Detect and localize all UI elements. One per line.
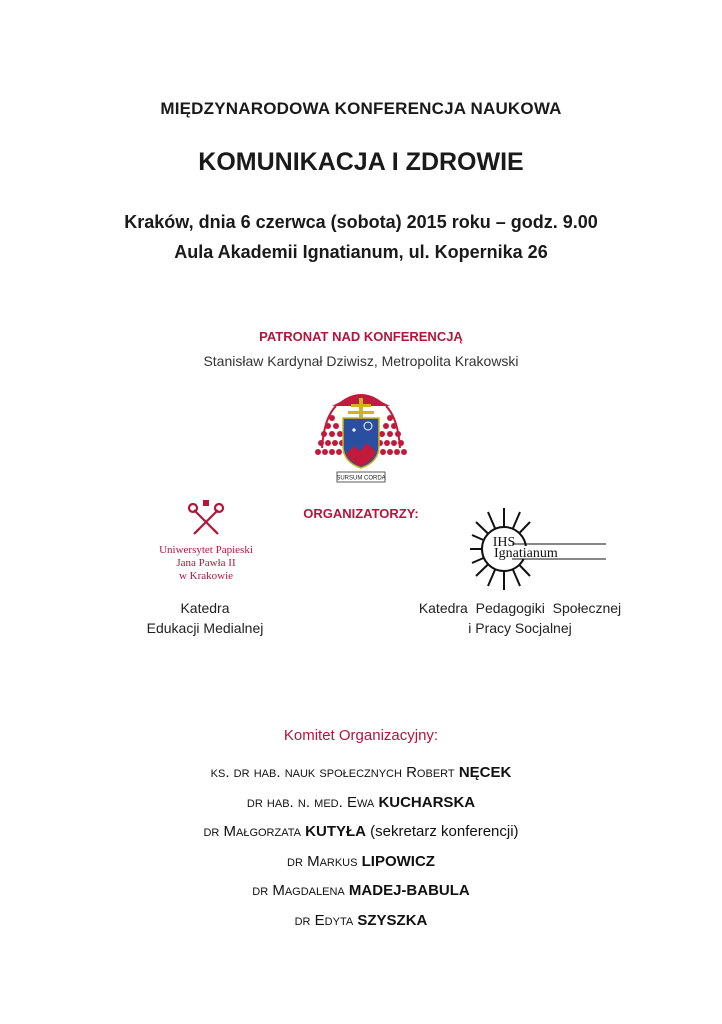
venue-line: Aula Akademii Ignatianum, ul. Kopernika 26 (174, 242, 548, 262)
dept-right-line-2: i Pracy Socjalnej (468, 620, 572, 636)
upjp2-name-line-2: Jana Pawła II (176, 557, 236, 569)
member-surname: KUCHARSKA (378, 794, 476, 811)
committee-member (0, 794, 722, 811)
committee-member (0, 823, 722, 840)
member-title: dr Markus (287, 853, 358, 870)
organizers-heading: ORGANIZATORZY: (303, 506, 419, 521)
member-surname: MADEJ-BABULA (348, 882, 470, 899)
member-title: dr hab. n. med. Ewa (246, 794, 375, 811)
dept-left-line-1: Katedra (180, 600, 230, 616)
committee-member (0, 882, 722, 899)
committee-member (0, 912, 722, 929)
member-title: dr Małgorzata (203, 823, 301, 840)
member-note: (sekretarz konferencji) (370, 823, 519, 840)
member-surname: SZYSZKA (357, 912, 428, 929)
committee-heading: Komitet Organizacyjny: (283, 727, 439, 744)
crest-motto: SURSUM CORDA (336, 475, 386, 482)
dept-left (120, 598, 290, 638)
upjp2-logo (146, 500, 266, 583)
member-surname: NĘCEK (458, 764, 512, 781)
upjp2-name-line-1: Uniwersytet Papieski (159, 544, 253, 556)
patron-name: Stanisław Kardynał Dziwisz, Metropolita Krakowski (203, 353, 519, 369)
crossed-keys-icon (186, 500, 226, 540)
committee-member (0, 853, 722, 870)
ihs-monogram: IHS (492, 535, 516, 550)
ignatianum-logo-text: Ignatianum (494, 546, 558, 561)
member-title: dr Edyta (294, 912, 354, 929)
conference-subtitle: MIĘDZYNARODOWA KONFERENCJA NAUKOWA (160, 99, 562, 118)
cardinal-coat-of-arms (310, 388, 412, 486)
committee-member (0, 764, 722, 781)
member-title: ks. dr hab. nauk społecznych Robert (210, 764, 455, 781)
upjp2-name-line-3: w Krakowie (178, 570, 234, 582)
member-title: dr Magdalena (252, 882, 345, 899)
date-line: Kraków, dnia 6 czerwca (sobota) 2015 roku – godz. 9.00 (124, 212, 598, 232)
member-surname: KUTYŁA (305, 823, 366, 840)
dept-right-line-1: Katedra Pedagogiki Społecznej (418, 600, 622, 616)
member-surname: LIPOWICZ (361, 853, 435, 870)
conference-title: KOMUNIKACJA I ZDROWIE (198, 148, 524, 176)
ignatianum-logo (464, 502, 614, 596)
patronage-heading: PATRONAT NAD KONFERENCJĄ (259, 329, 463, 344)
dept-left-line-2: Edukacji Medialnej (146, 620, 264, 636)
dept-right (400, 598, 640, 638)
